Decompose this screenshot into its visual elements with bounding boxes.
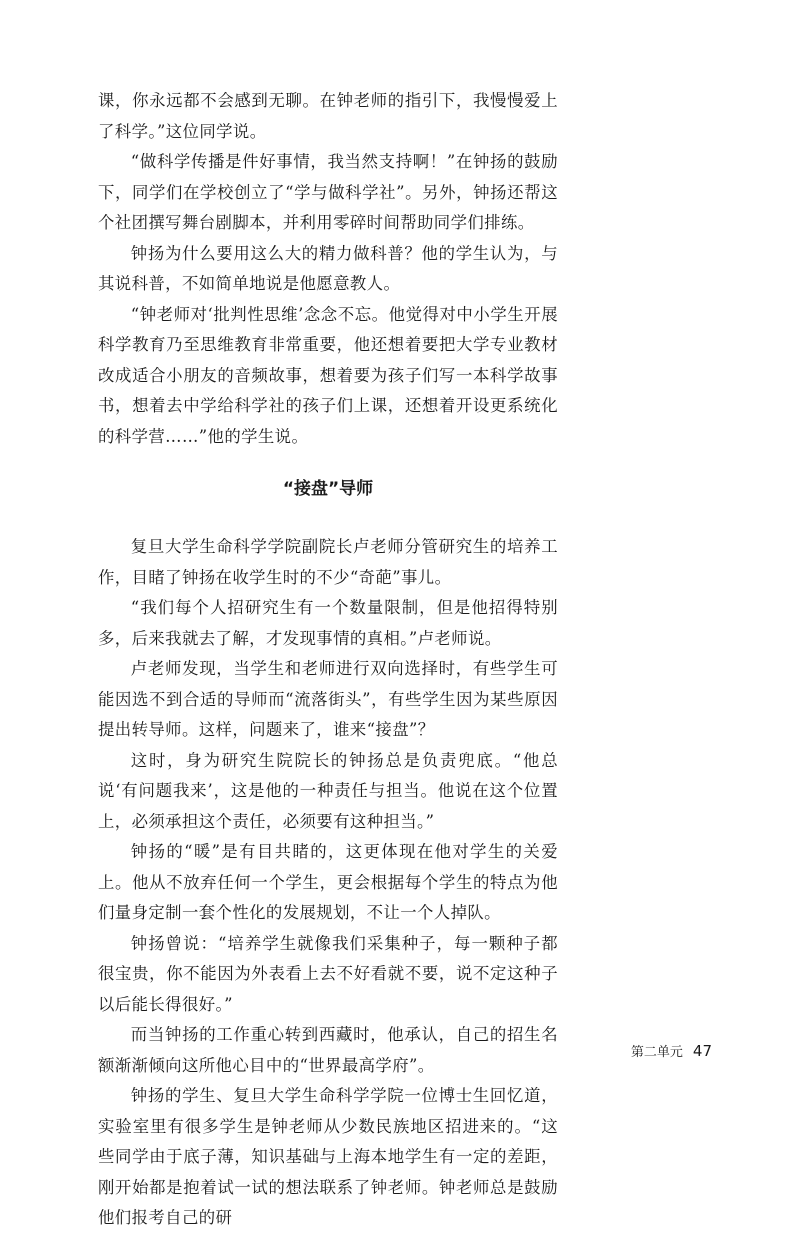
paragraph: 复旦大学生命科学学院副院长卢老师分管研究生的培养工作，目睹了钟扬在收学生时的不少“奇葩”事儿。 <box>98 537 558 587</box>
paragraph: “我们每个人招研究生有一个数量限制，但是他招得特别多，后来我就去了解，才发现事情的真相。”卢老师说。 <box>98 598 558 648</box>
paragraph: 钟扬的学生、复旦大学生命科学学院一位博士生回忆道，实验室里有很多学生是钟老师从少数民族地区招进来的。“这些同学由于底子薄，知识基础与上海本地学生有一定的差距，刚开始都是抱着试一试的想法联系了钟老师。钟老师总是鼓励他们报考自己的研 <box>98 1086 558 1227</box>
paragraph: 卢老师发现，当学生和老师进行双向选择时，有些学生可能因选不到合适的导师而“流落街头”，有些学生因为某些原因提出转导师。这样，问题来了，谁来“接盘”？ <box>98 659 558 739</box>
section-two <box>98 532 558 1234</box>
page-body <box>98 86 558 1234</box>
unit-label: 第二单元 <box>630 1045 683 1060</box>
paragraph: 钟扬为什么要用这么大的精力做科普？他的学生认为，与其说科普，不如简单地说是他愿意教人。 <box>98 243 558 293</box>
paragraph: 而当钟扬的工作重心转到西藏时，他承认，自己的招生名额渐渐倾向这所他心目中的“世界最高学府”。 <box>98 1025 558 1075</box>
page-footer <box>580 1041 712 1060</box>
section-heading: “接盘”导师 <box>282 479 374 499</box>
paragraph: 课，你永远都不会感到无聊。在钟老师的指引下，我慢慢爱上了科学。”这位同学说。 <box>98 91 558 141</box>
paragraph: 这时，身为研究生院院长的钟扬总是负责兜底。“他总说‘有问题我来’，这是他的一种责任与担当。他说在这个位置上，必须承担这个责任，必须要有这种担当。” <box>98 750 558 831</box>
page-number: 47 <box>692 1042 712 1060</box>
paragraph: 钟扬曾说：“培养学生就像我们采集种子，每一颗种子都很宝贵，你不能因为外表看上去不好看就不要，说不定这种子以后能长得很好。” <box>98 933 558 1014</box>
section-one <box>98 86 558 452</box>
spacer <box>98 452 558 474</box>
spacer <box>98 504 558 532</box>
paragraph: “做科学传播是件好事情，我当然支持啊！”在钟扬的鼓励下，同学们在学校创立了“学与做科学社”。另外，钟扬还帮这个社团撰写舞台剧脚本，并利用零碎时间帮助同学们排练。 <box>98 152 558 232</box>
paragraph: 钟扬的“暖”是有目共睹的，这更体现在他对学生的关爱上。他从不放弃任何一个学生，更会根据每个学生的特点为他们量身定制一套个性化的发展规划，不让一个人掉队。 <box>98 842 558 922</box>
paragraph: “钟老师对‘批判性思维’念念不忘。他觉得对中小学生开展科学教育乃至思维教育非常重要，他还想着要把大学专业教材改成适合小朋友的音频故事，想着要为孩子们写一本科学故事书，想着去中学给科学社的孩子们上课，还想着开设更系统化的科学营……”他的学生说。 <box>98 304 558 446</box>
